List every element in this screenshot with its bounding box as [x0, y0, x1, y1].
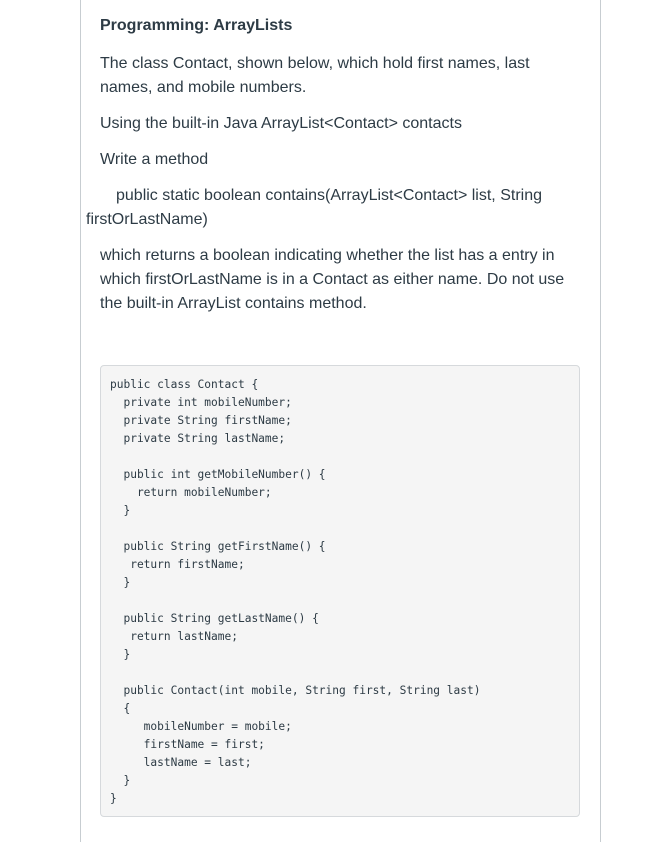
- code-line: firstName = first;: [110, 738, 265, 751]
- code-line: }: [110, 648, 131, 661]
- code-line: private int mobileNumber;: [110, 396, 292, 409]
- code-line: return firstName;: [110, 558, 245, 571]
- method-signature: [86, 184, 586, 232]
- code-line: public String getFirstName() {: [110, 540, 326, 553]
- code-line: public int getMobileNumber() {: [110, 468, 326, 481]
- code-line: }: [110, 792, 117, 805]
- requirements-paragraph: which returns a boolean indicating whether the list has a entry in which firstOrLastName is in a Contact as either name. Do not use the built-in ArrayList contains method.: [100, 247, 565, 312]
- question-title: Programming: ArrayLists: [100, 17, 293, 34]
- write-method-paragraph: Write a method: [100, 151, 209, 168]
- code-line: {: [110, 702, 131, 715]
- signature-line-2: firstOrLastName): [86, 211, 208, 228]
- code-line: public String getLastName() {: [110, 612, 319, 625]
- code-line: mobileNumber = mobile;: [110, 720, 292, 733]
- code-block: [100, 365, 580, 817]
- code-line: return mobileNumber;: [110, 486, 272, 499]
- code-line: }: [110, 576, 131, 589]
- code-line: public Contact(int mobile, String first, String last): [110, 684, 481, 697]
- code-line: public class Contact {: [110, 378, 259, 391]
- code-line: lastName = last;: [110, 756, 252, 769]
- code-line: private String lastName;: [110, 432, 286, 445]
- description-paragraph: The class Contact, shown below, which hold first names, last names, and mobile numbers.: [100, 55, 530, 96]
- code-line: return lastName;: [110, 630, 238, 643]
- code-line: }: [110, 504, 131, 517]
- arraylist-paragraph: Using the built-in Java ArrayList<Contact> contacts: [100, 115, 462, 132]
- signature-line-1: public static boolean contains(ArrayList<Contact> list, String: [116, 187, 542, 204]
- code-line: private String firstName;: [110, 414, 292, 427]
- code-line: }: [110, 774, 131, 787]
